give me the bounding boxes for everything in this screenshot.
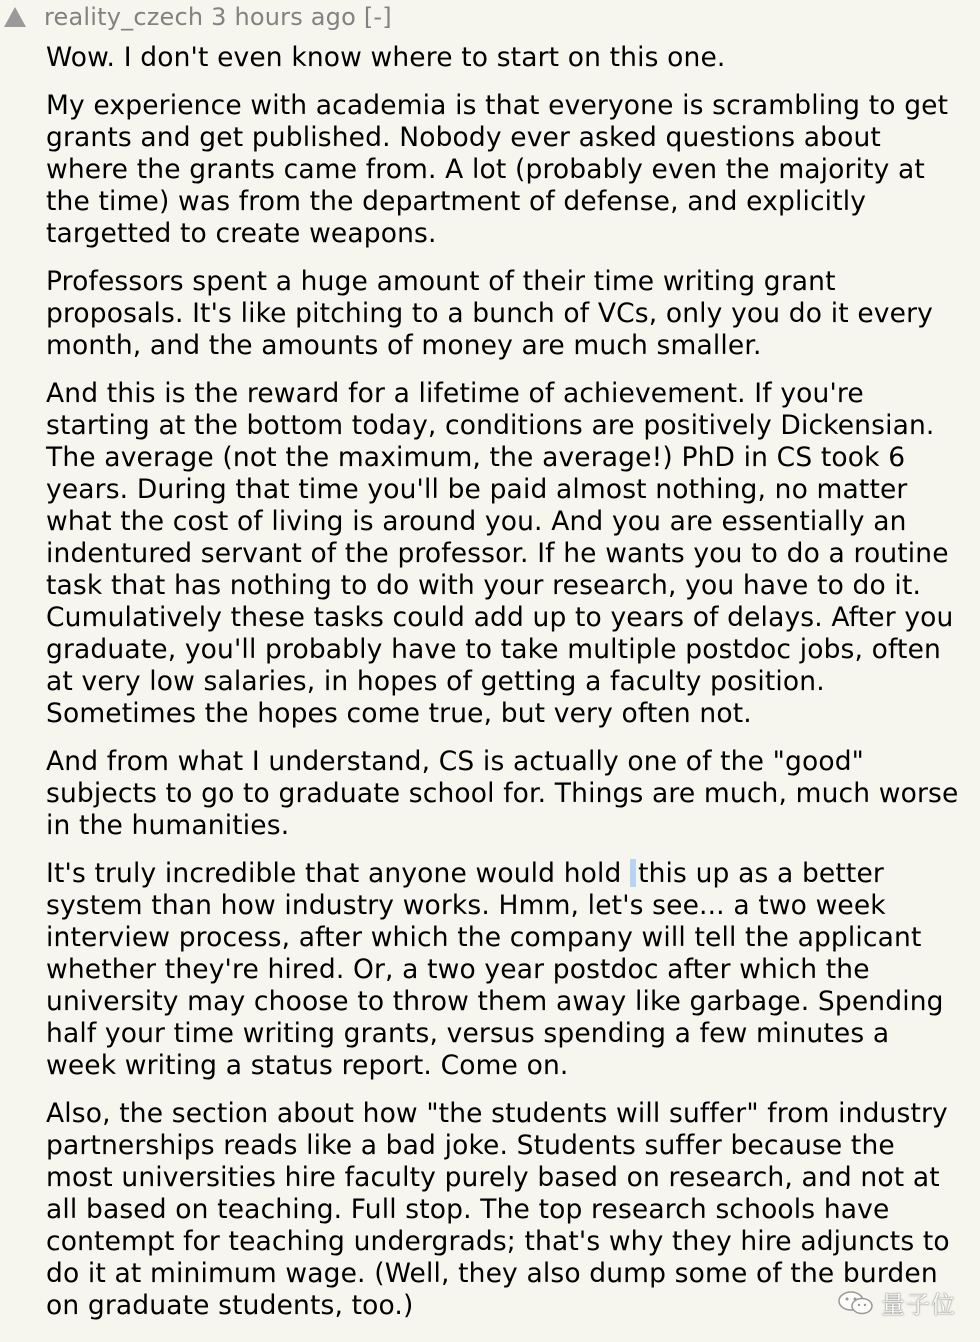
wechat-logo-icon [837, 1290, 875, 1316]
author-link[interactable]: reality_czech [44, 3, 204, 31]
comment-paragraph: Also, the section about how "the students will suffer" from industry partnerships reads like a bad joke. Students suffer because the most universities hire faculty purely based on research, and not at all based on teaching. Full stop. The top research schools have contempt for teaching undergrads; that's why they hire adjuncts to do it at minimum wage. (Well, they also dump some of the burden on graduate students, too.) [46, 1098, 950, 1321]
comment-age-link[interactable]: 3 hours ago [211, 3, 357, 31]
upvote-arrow-icon[interactable] [4, 7, 26, 27]
comment-paragraph [46, 858, 966, 1082]
comment-meta [44, 3, 392, 31]
comment-paragraph: Professors spent a huge amount of their time writing grant proposals. It's like pitching to a bunch of VCs, only you do it every month, and the amounts of money are much smaller. [46, 266, 933, 361]
text-cursor [630, 859, 636, 887]
watermark [837, 1285, 956, 1320]
paragraph-text-after-cursor: this up as a better system than how industry works. Hmm, let's see... a two week interview process, after which the company will tell the applicant whether they're hired. Or, a two year postdoc after which the university may choose to throw them away like garbage. Spending half your time writing grants, versus spending a few minutes a week writing a status report. Come on. [46, 858, 944, 1081]
paragraph-text-before-cursor: It's truly incredible that anyone would hold [46, 858, 622, 889]
comment-paragraph: And from what I understand, CS is actually one of the "good" subjects to go to graduate school for. Things are much, much worse in the humanities. [46, 746, 959, 841]
watermark-text: 量子位 [881, 1291, 956, 1319]
comment-body [46, 42, 966, 1338]
comment-header [4, 2, 392, 32]
comment-paragraph: Wow. I don't even know where to start on this one. [46, 42, 726, 73]
comment-paragraph: And this is the reward for a lifetime of achievement. If you're starting at the bottom today, conditions are positively Dickensian. The average (not the maximum, the average!) PhD in CS took 6 years. During that time you'll be paid almost nothing, no matter what the cost of living is around you. And you are essentially an indentured servant of the professor. If he wants you to do a routine task that has nothing to do with your research, you have to do it. Cumulatively these tasks could add up to years of delays. After you graduate, you'll probably have to take multiple postdoc jobs, often at very low salaries, in hopes of getting a faculty position. Sometimes the hopes come true, but very often not. [46, 378, 954, 729]
comment-paragraph: My experience with academia is that everyone is scrambling to get grants and get published. Nobody ever asked questions about where the grants came from. A lot (probably even the majority at the time) was from the department of defense, and explicitly targetted to create weapons. [46, 90, 949, 249]
collapse-toggle[interactable]: [-] [363, 3, 392, 31]
